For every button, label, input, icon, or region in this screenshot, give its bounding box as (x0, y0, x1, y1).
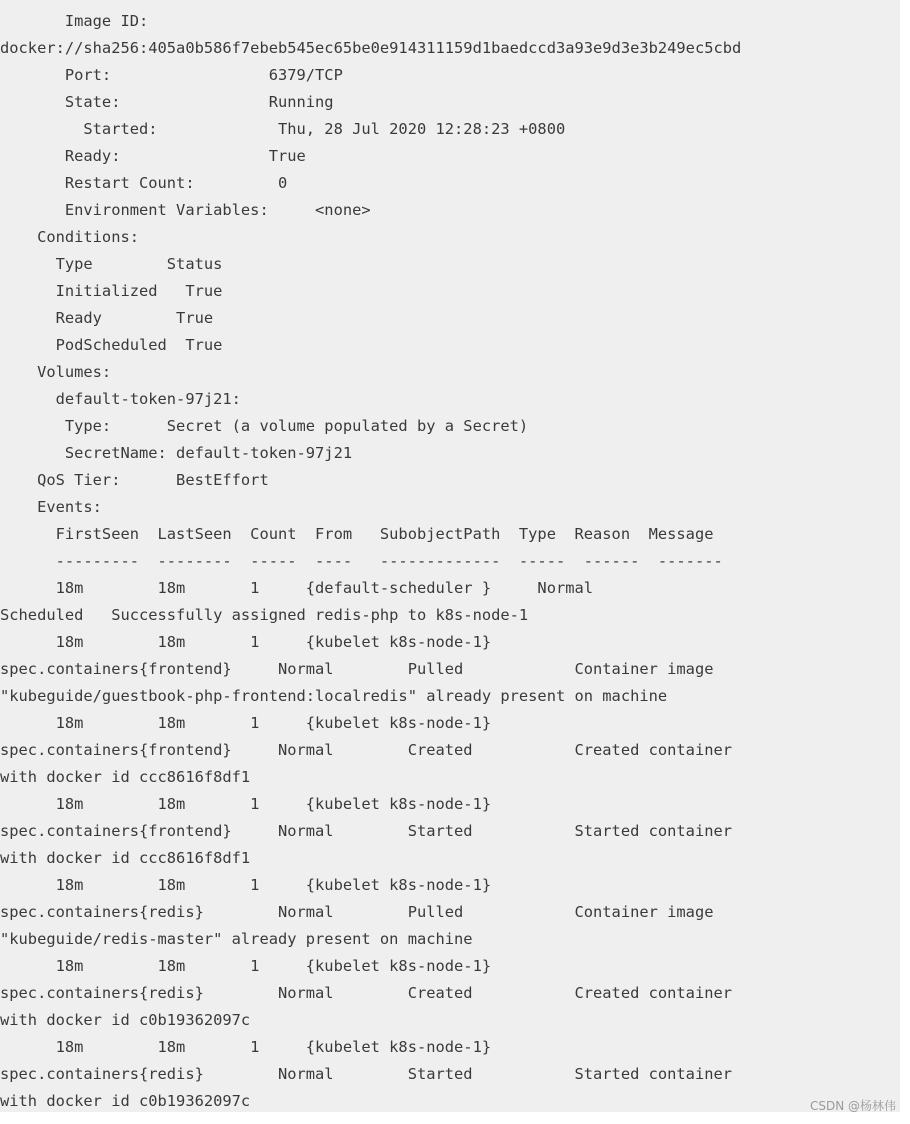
code-line: with docker id ccc8616f8df1 (0, 849, 251, 867)
code-line: 18m 18m 1 {kubelet k8s-node-1} (0, 795, 492, 813)
code-line: 18m 18m 1 {kubelet k8s-node-1} (0, 957, 492, 975)
code-line: "kubeguide/guestbook-php-frontend:localredis" already present on machine (0, 687, 668, 705)
code-line: default-token-97j21: (0, 390, 241, 408)
code-line: Restart Count: 0 (0, 174, 288, 192)
code-line: spec.containers{redis} Normal Started Started container (0, 1065, 733, 1083)
code-line: docker://sha256:405a0b586f7ebeb545ec65be0e914311159d1baedccd3a93e9d3e3b249ec5cbd (0, 39, 742, 57)
code-line: Image ID: (0, 12, 149, 30)
code-line: State: Running (0, 93, 334, 111)
code-line: spec.containers{frontend} Normal Created Created container (0, 741, 733, 759)
code-line: QoS Tier: BestEffort (0, 471, 269, 489)
code-line: with docker id ccc8616f8df1 (0, 768, 251, 786)
code-line: FirstSeen LastSeen Count From SubobjectPath Type Reason Message (0, 525, 714, 543)
code-line: spec.containers{redis} Normal Created Created container (0, 984, 733, 1002)
code-line: spec.containers{frontend} Normal Pulled Container image (0, 660, 714, 678)
code-line: Started: Thu, 28 Jul 2020 12:28:23 +0800 (0, 120, 566, 138)
code-line: Ready True (0, 309, 214, 327)
code-line: 18m 18m 1 {kubelet k8s-node-1} (0, 1038, 492, 1056)
code-line: 18m 18m 1 {kubelet k8s-node-1} (0, 633, 492, 651)
code-line: SecretName: default-token-97j21 (0, 444, 353, 462)
code-line: spec.containers{redis} Normal Pulled Container image (0, 903, 714, 921)
code-line: Type: Secret (a volume populated by a Secret) (0, 417, 529, 435)
code-line: Type Status (0, 255, 223, 273)
code-line: 18m 18m 1 {kubelet k8s-node-1} (0, 876, 492, 894)
code-line: spec.containers{frontend} Normal Started Started container (0, 822, 733, 840)
code-line: PodScheduled True (0, 336, 223, 354)
code-line: with docker id c0b19362097c (0, 1092, 251, 1110)
code-line: Port: 6379/TCP (0, 66, 343, 84)
code-line: with docker id c0b19362097c (0, 1011, 251, 1029)
code-line: Conditions: (0, 228, 139, 246)
code-line: 18m 18m 1 {default-scheduler } Normal (0, 579, 594, 597)
code-line: Scheduled Successfully assigned redis-php to k8s-node-1 (0, 606, 529, 624)
code-line: "kubeguide/redis-master" already present on machine (0, 930, 473, 948)
code-line: Volumes: (0, 363, 112, 381)
watermark: CSDN @杨林伟 (809, 1099, 896, 1113)
code-line: 18m 18m 1 {kubelet k8s-node-1} (0, 714, 492, 732)
code-line: Ready: True (0, 147, 306, 165)
code-line: --------- -------- ----- ---- ------------- ----- ------ ------- (0, 552, 723, 570)
code-line: Events: (0, 498, 102, 516)
code-line: Initialized True (0, 282, 223, 300)
code-line: Environment Variables: <none> (0, 201, 371, 219)
